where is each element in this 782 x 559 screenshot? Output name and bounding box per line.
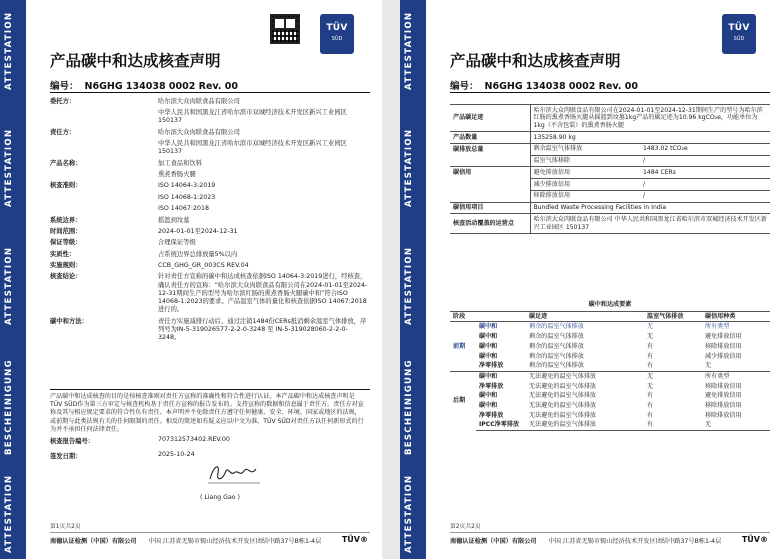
field-row — [50, 226, 370, 237]
field-label — [50, 169, 158, 180]
table-cell: 净零排放 — [479, 382, 504, 390]
table-cell: 有 — [644, 420, 702, 430]
field-value: CCB_GHG_GR_003CS REV.04 — [158, 262, 249, 270]
row-value: 哈尔滨大众肉联食品有限公司 中华人民共和国黑龙江省哈尔滨市双城经济技术开发区新兴工业园区 150137 — [530, 214, 770, 233]
table-cell: 有 — [647, 402, 654, 410]
row-label: 产品碳足迹 — [450, 105, 530, 132]
field-value: 哈尔滨大众肉联食品有限公司 — [158, 97, 240, 105]
table-row — [450, 411, 770, 421]
table-row — [450, 420, 770, 430]
row-amount: 1483.02 tCO₂e — [640, 143, 770, 155]
field-row — [50, 158, 370, 169]
table-cell: 剩余的温室气体排放 — [529, 333, 584, 341]
sidebar-text: ATTESTATION — [404, 128, 414, 208]
tuv-logo-icon: TÜV SÜD — [320, 14, 354, 54]
row-label: 核查活动覆盖的运营点 — [450, 214, 530, 233]
field-row — [50, 138, 370, 158]
signer-name: ( Liang Gao ) — [200, 494, 240, 501]
details-table — [450, 104, 770, 234]
row-label — [450, 155, 530, 167]
qr-code-icon — [270, 14, 300, 44]
row-value: Bundled Waste Processing Facilities in India — [530, 202, 770, 214]
sidebar-text: ATTESTATION — [4, 128, 14, 208]
field-value: 占系统边界总排放量5%以内 — [158, 250, 238, 258]
table-row — [450, 155, 770, 167]
sidebar-text: ATTESTATION — [4, 246, 14, 326]
table-row — [450, 322, 770, 332]
field-row — [50, 181, 370, 192]
divider — [50, 92, 370, 93]
field-row — [50, 169, 370, 180]
table-cell: 碳中和 — [479, 333, 498, 341]
sidebar-text: ATTESTATION — [4, 11, 14, 91]
field-row — [50, 204, 370, 215]
table-cell: 剩余的温室气体排放 — [529, 323, 584, 331]
field-label: 实质性： — [50, 250, 76, 258]
row-amount: / — [640, 155, 770, 167]
field-row — [50, 192, 370, 203]
sidebar-text: ATTESTATION — [404, 474, 414, 554]
field-value: 针对责任方宣称的碳中和达成核查依据ISO 14064-3:2019进行，经核查，确认责任方的宣称：“哈尔滨大众肉联食品有限公司在2024-01-01至2024-12-31期间生产的型号为哈尔滨红肠的熏煮香肠火腿碳中和”符合ISO 14068-1:2023的要求。产品温室气体的量化和核查依据ISO 14067:2018进行的。 — [158, 273, 368, 314]
table-row — [450, 143, 770, 155]
field-value: 加工食品和饮料 — [158, 159, 203, 167]
divider — [450, 532, 770, 533]
divider — [50, 389, 370, 390]
table-cell: 无 — [647, 323, 654, 331]
table-row — [450, 190, 770, 202]
field-row — [50, 127, 370, 138]
table-cell: 所有类型 — [702, 371, 770, 381]
table-row — [450, 382, 770, 392]
field-row — [50, 260, 370, 271]
table-cell: 碳中和 — [479, 352, 498, 360]
row-value: 135258.90 kg — [530, 131, 770, 143]
report-number-label: 核查报告编号： — [50, 438, 95, 445]
field-label: 责任方： — [50, 128, 76, 136]
row-value: 哈尔滨大众肉联食品有限公司在2024-01-01至2024-12-31期间生产的型号为哈尔滨红肠的熏煮香肠火腿从摇篮到坟墓1kg产品的碳足迹为10.96 kgCO₂e，功能单位为1kg（不含包装）的熏煮香肠火腿 — [530, 105, 770, 132]
row-amount: 1484 CERs — [640, 167, 770, 179]
sidebar-text: ATTESTATION — [404, 246, 414, 326]
field-label: 核查准则： — [50, 182, 82, 190]
row-label: 碳信用项目 — [450, 202, 530, 214]
attestation-sidebar — [0, 0, 26, 559]
table-row — [450, 332, 770, 342]
field-row — [50, 215, 370, 226]
signature-icon — [204, 459, 264, 487]
page-gutter — [382, 0, 400, 559]
field-value: 中华人民共和国黑龙江省哈尔滨市双城经济技术开发区新兴工业园区 150137 — [158, 139, 347, 156]
table-cell: 碳中和 — [479, 323, 498, 331]
footer-org: 南德认证检测（中国）有限公司 — [50, 538, 137, 545]
issue-date-label: 签发日期： — [50, 453, 82, 460]
column-header: 阶段 — [450, 311, 526, 322]
field-value: 熏煮香肠火腿 — [158, 170, 196, 178]
sidebar-text: BESCHEINIGUNG — [4, 359, 14, 455]
table-row — [450, 361, 770, 371]
table-cell: 无 — [644, 371, 702, 381]
phase-cell: 后期 — [450, 371, 476, 430]
row-value: 减少排放信用 — [530, 179, 640, 191]
table-row — [450, 401, 770, 411]
field-label — [50, 138, 158, 158]
table-row — [450, 371, 770, 381]
elements-table-title: 碳中和达成要素 — [450, 299, 770, 311]
field-label: 碳中和方法： — [50, 317, 88, 325]
table-cell: 净零排放 — [479, 411, 504, 419]
field-label: 保证等级： — [50, 239, 82, 247]
table-cell: 碳中和 — [479, 402, 498, 410]
table-row — [450, 167, 770, 179]
table-cell: 移除排放信用 — [705, 382, 742, 390]
table-cell: IPCC净零排放 — [476, 420, 526, 430]
footer-address: 中国 江苏省无锡市锡山经济技术开发区团结中路37号B栋1-4层 — [148, 538, 322, 545]
table-cell: 移除排放信用 — [705, 342, 742, 350]
table-cell: 无法避免的温室气体排放 — [529, 411, 597, 419]
page-title: 产品碳中和达成核查声明 — [50, 52, 221, 70]
table-cell: 无法避免的温室气体排放 — [529, 402, 597, 410]
table-cell: 有 — [647, 352, 654, 360]
field-value: 中华人民共和国黑龙江省哈尔滨市双城经济技术开发区新兴工业园区 150137 — [158, 108, 347, 125]
field-value: ISO 14068-1:2023 — [158, 193, 216, 201]
table-cell: 碳中和 — [479, 342, 498, 350]
row-amount: / — [640, 190, 770, 202]
table-cell: 剩余的温室气体排放 — [529, 362, 584, 370]
footer-address: 中国 江苏省无锡市锡山经济技术开发区团结中路37号B栋1-4层 — [548, 538, 722, 545]
table-cell: 减少排放信用 — [705, 352, 742, 360]
field-value: 2024-01-01至2024-12-31 — [158, 227, 238, 235]
table-cell: 无法避免的温室气体排放 — [526, 371, 644, 381]
field-row — [50, 249, 370, 260]
table-cell: 剩余的温室气体排放 — [529, 352, 584, 360]
field-label: 产品名称： — [50, 159, 82, 167]
issue-date-value: 2025-10-24 — [158, 451, 195, 458]
table-cell: 移除排放信用 — [705, 411, 742, 419]
sidebar-text: ATTESTATION — [404, 11, 414, 91]
footer — [450, 536, 772, 545]
divider — [450, 92, 770, 93]
elements-table — [450, 299, 770, 431]
field-row — [50, 316, 370, 344]
table-row — [450, 391, 770, 401]
row-label: 产品数量 — [450, 131, 530, 143]
row-value: 移除排放信用 — [530, 190, 640, 202]
column-header: 碳信用种类 — [702, 311, 770, 322]
field-label: 实施规则： — [50, 262, 82, 270]
table-cell: 净零排放 — [479, 362, 504, 370]
attestation-sidebar — [400, 0, 426, 559]
table-cell: 有 — [647, 411, 654, 419]
field-label: 委托方： — [50, 97, 76, 105]
footer — [50, 536, 372, 545]
cert-meta — [50, 436, 370, 460]
table-cell: 无 — [705, 362, 712, 370]
table-cell: 避免排放信用 — [705, 392, 742, 400]
tuv-logo-icon: TÜV SÜD — [722, 14, 756, 54]
sidebar-text: BESCHEINIGUNG — [404, 359, 414, 455]
page-number: 第2页共2页 — [450, 524, 481, 530]
footer-org: 南德认证检测（中国）有限公司 — [450, 538, 537, 545]
column-header: 温室气体排放 — [644, 311, 702, 322]
row-label — [450, 190, 530, 202]
table-row — [450, 131, 770, 143]
table-cell: 无 — [647, 333, 654, 341]
field-row — [50, 238, 370, 249]
table-cell: 移除排放信用 — [705, 402, 742, 410]
field-value: ISO 14064-3:2019 — [158, 182, 216, 190]
row-label: 碳排放总量 — [450, 143, 530, 155]
field-label — [50, 107, 158, 127]
column-header: 碳足迹 — [526, 311, 644, 322]
table-cell: 避免排放信用 — [705, 333, 742, 341]
row-value: 剩余温室气体排放 — [530, 143, 640, 155]
table-row — [450, 214, 770, 233]
table-row — [450, 342, 770, 352]
table-row — [450, 202, 770, 214]
row-label: 碳信用 — [450, 167, 530, 179]
row-value: 避免排放信用 — [530, 167, 640, 179]
field-value: 责任方实施减排行动后，通过注销1484份CERs抵消剩余温室气体排放，序列号为IN-5-319026577-2-2-0-3248 至 IN-5-319028060-2-2-0-3248。 — [158, 317, 367, 342]
table-row — [450, 105, 770, 132]
field-list — [50, 96, 370, 344]
table-cell: 剩余的温室气体排放 — [529, 342, 584, 350]
sidebar-text: ATTESTATION — [4, 474, 14, 554]
page-title: 产品碳中和达成核查声明 — [450, 52, 621, 70]
report-number-value: 707312573402.REV.00 — [158, 436, 230, 443]
table-cell: 碳中和 — [476, 371, 526, 381]
row-amount: / — [640, 179, 770, 191]
certificate-page-1 — [0, 0, 382, 559]
page-number: 第1页共2页 — [50, 524, 81, 530]
footer-tuv-mark: TÜV® — [341, 535, 368, 544]
table-cell: 无法避免的温室气体排放 — [526, 420, 644, 430]
field-label — [50, 204, 158, 215]
field-row — [50, 107, 370, 127]
table-cell: 无 — [702, 420, 770, 430]
field-row — [50, 96, 370, 107]
field-label: 时间范围： — [50, 227, 82, 235]
field-label: 核查结论： — [50, 273, 82, 281]
row-label — [450, 179, 530, 191]
table-row — [450, 179, 770, 191]
phase-cell: 前期 — [453, 342, 466, 350]
table-cell: 有 — [647, 362, 654, 370]
field-label: 系统边界： — [50, 216, 82, 224]
divider — [50, 532, 370, 533]
table-cell: 有 — [647, 342, 654, 350]
table-cell: 无 — [647, 382, 654, 390]
field-value: ISO 14067:2018 — [158, 205, 209, 213]
table-cell: 碳中和 — [479, 392, 498, 400]
table-cell: 有 — [647, 392, 654, 400]
field-value: 哈尔滨大众肉联食品有限公司 — [158, 128, 240, 136]
table-row — [450, 352, 770, 362]
table-cell: 所有类型 — [705, 323, 730, 331]
field-value: 摇篮到坟墓 — [158, 216, 190, 224]
document-number: 编号： N6GHG 134038 0002 Rev. 00 — [450, 81, 638, 92]
field-label — [50, 192, 158, 203]
footer-tuv-mark: TÜV® — [741, 535, 768, 544]
certificate-page-2 — [400, 0, 782, 559]
row-value: 温室气体移除 — [530, 155, 640, 167]
document-number: 编号： N6GHG 134038 0002 Rev. 00 — [50, 81, 238, 92]
field-row — [50, 272, 370, 316]
table-cell: 无法避免的温室气体排放 — [529, 382, 597, 390]
disclaimer-paragraph: 产品碳中和达成核查的目的是按核查准则对责任方宣称的准确性和符合性进行认证。本产品碳中和达成核查声明是TÜV SÜD作为第三方审定与核查机构基于责任方宣称的报告发布的。支持宣称的数据和信息属于责任方。责任方对宣称及其与相应规定要求的符合性负有责任。本声明并不免除责任方遵守任何健康、安全、环境、国家或地区的法规，或前期与此类法规有关的任何限制的责任。相反的简述如有疑义应以中文为准，TÜV SÜD对责任方以任何新形式的行为并不承担任何法律责任。 — [50, 393, 364, 433]
field-value: 合理保证等级 — [158, 239, 196, 247]
table-cell: 无法避免的温室气体排放 — [529, 392, 597, 400]
